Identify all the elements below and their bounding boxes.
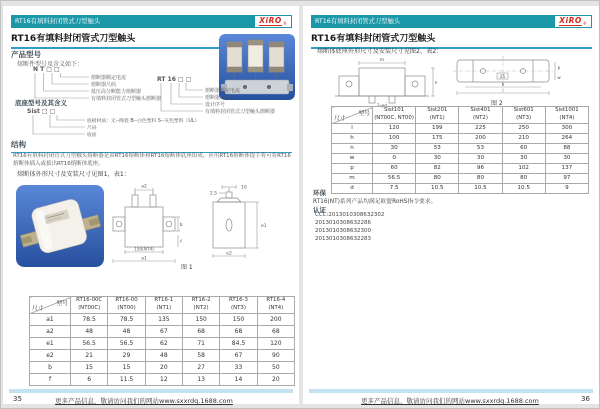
value-cell: 30 <box>459 153 502 163</box>
value-cell: 11.5 <box>108 373 145 385</box>
spec-table <box>331 106 589 194</box>
section-environment: 环保 <box>313 189 326 197</box>
table-header-cell: Sist601 (NT3) <box>502 107 545 124</box>
rt16-label-type: 有填料封闭管式刀型触头熔断器 <box>205 109 276 115</box>
figure2-front-view-drawing <box>327 56 439 108</box>
nt-label-current: 熔断器额定电流 <box>91 75 127 81</box>
value-cell: 120 <box>257 337 294 349</box>
rt16-label-size: 熔断器尺码 <box>205 95 231 101</box>
header-bar <box>311 15 592 28</box>
value-cell: 300 <box>545 123 588 133</box>
dimension-cell: a2 <box>30 325 71 337</box>
value-cell: 97 <box>545 173 588 183</box>
value-cell: 68 <box>182 325 219 337</box>
value-cell: 50 <box>257 361 294 373</box>
table-row <box>332 143 589 153</box>
base-label-size: 尺码 <box>87 126 97 131</box>
value-cell: 33 <box>220 361 257 373</box>
registered-mark: ® <box>282 21 287 26</box>
dim-label-b: b <box>179 223 183 228</box>
brand-logo <box>255 16 291 27</box>
dimension-cell: e1 <box>30 337 71 349</box>
value-cell: 48 <box>108 325 145 337</box>
value-cell: 15 <box>71 361 108 373</box>
section-base-model: 底座型号及其含义 <box>15 99 67 107</box>
registered-mark: ® <box>582 21 587 26</box>
base-model-code-diagram <box>25 106 265 142</box>
value-cell: 90 <box>257 349 294 361</box>
value-cell: 30 <box>416 153 459 163</box>
value-cell: 21 <box>71 349 108 361</box>
value-cell: 225 <box>459 123 502 133</box>
figure1-front-view-drawing <box>107 182 185 274</box>
dimension-cell: n <box>332 143 373 153</box>
value-cell: 80 <box>502 173 545 183</box>
table-header-cell: Sist1001 (NT4) <box>545 107 588 124</box>
list-item: CCC:2013010308632302 <box>315 212 385 218</box>
table-header-cell: Sist101 (NT00C, NT00) <box>373 107 416 124</box>
dimension-cell: d <box>332 183 373 193</box>
footer-accent-bar <box>309 389 593 393</box>
list-item: 2013010308632283 <box>315 235 371 242</box>
dim-label-a2: a2 <box>141 184 147 190</box>
value-cell: 10.5 <box>502 183 545 193</box>
rt16-code: RT 16 □ □ <box>157 76 192 83</box>
value-cell: 135 <box>145 313 182 325</box>
table-row <box>30 313 295 325</box>
value-cell: 102 <box>502 163 545 173</box>
value-cell: 6 <box>71 373 108 385</box>
value-cell: 10.5 <box>416 183 459 193</box>
spec-table <box>29 296 295 386</box>
value-cell: 84.5 <box>220 337 257 349</box>
value-cell: 30 <box>502 153 545 163</box>
value-cell: 264 <box>545 133 588 143</box>
dimension-cell: a1 <box>30 313 71 325</box>
table-header-cell: RT16-2 (NT2) <box>182 297 219 314</box>
page-title: RT16有填料封闭管式刀型触头 <box>311 31 592 49</box>
dimension-table-2 <box>331 106 589 194</box>
dim-label-n: n <box>434 81 438 86</box>
value-cell: 68 <box>220 325 257 337</box>
fuse-link-photo-illustration <box>16 185 104 267</box>
section-structure: 结构 <box>11 139 292 153</box>
value-cell: 60 <box>502 143 545 153</box>
dim-label-a1: a1 <box>141 256 147 262</box>
table-header-cell: Sist201 (NT1) <box>416 107 459 124</box>
dim-label-e2: e2 <box>226 251 232 257</box>
dim-label-e1: e1 <box>261 224 267 229</box>
value-cell: 78.5 <box>108 313 145 325</box>
value-cell: 56.5 <box>373 173 416 183</box>
value-cell: 56.5 <box>108 337 145 349</box>
dimension-cell: e2 <box>30 349 71 361</box>
table-row <box>30 361 295 373</box>
value-cell: 120 <box>373 123 416 133</box>
value-cell: 82 <box>416 163 459 173</box>
value-cell: 150 <box>220 313 257 325</box>
table-header-cell: RT16-00 (NT00) <box>108 297 145 314</box>
value-cell: 20 <box>145 361 182 373</box>
value-cell: 10.5 <box>459 183 502 193</box>
ccc-certificate-numbers <box>315 212 384 244</box>
rt16-label-design: 设计序号 <box>205 102 226 108</box>
figure1-side-view-drawing <box>189 180 269 276</box>
value-cell: 7.5 <box>373 183 416 193</box>
value-cell: 20 <box>257 373 294 385</box>
dimension-cell: w <box>332 153 373 163</box>
value-cell: 30 <box>373 143 416 153</box>
footer-website-link[interactable]: 更多产品信息，敬请访问我们的网站www.sxxrdq.1688.com <box>55 397 233 405</box>
table-row <box>332 163 589 173</box>
dim-label-m: m <box>379 58 385 63</box>
nt-label-size: 熔断器尺码 <box>91 82 117 88</box>
dim-label-p: p <box>557 65 561 70</box>
base-label-base: 底座 <box>87 133 97 138</box>
value-cell: 199 <box>416 123 459 133</box>
value-cell: 80 <box>416 173 459 183</box>
rohs-statement: RT16(NT)系列产品均满足欧盟RoHS指令要求。 <box>313 199 437 205</box>
figure2-top-view-drawing <box>453 54 565 96</box>
value-cell: 250 <box>502 123 545 133</box>
value-cell: 48 <box>145 349 182 361</box>
value-cell: 96 <box>459 163 502 173</box>
table-row <box>332 153 589 163</box>
header-bar-title: RT16有填料封闭管式刀型触头 <box>315 18 401 25</box>
figure1-intro: 熔断体外形尺寸及安装尺寸见图1，表1： <box>17 171 131 178</box>
page-left <box>3 6 299 404</box>
value-cell: 100 <box>373 133 416 143</box>
page-number: 36 <box>581 395 590 403</box>
dimension-cell: f <box>30 373 71 385</box>
table-row <box>332 183 589 193</box>
page-number: 35 <box>13 395 22 403</box>
dim-label-150nt4: 150(NT4) <box>134 246 154 252</box>
value-cell: 80 <box>459 173 502 183</box>
dimension-table-1 <box>29 296 295 386</box>
table-corner-cell: 型号 尺寸 <box>30 297 71 314</box>
value-cell: 30 <box>545 153 588 163</box>
product-photo-fuse-link <box>16 185 104 267</box>
dim-label-l: l <box>502 88 504 93</box>
value-cell: 150 <box>182 313 219 325</box>
footer-website-link[interactable]: 更多产品信息，敬请访问我们的网站www.sxxrdq.1688.com <box>361 397 539 405</box>
value-cell: 68 <box>257 325 294 337</box>
value-cell: 175 <box>416 133 459 143</box>
list-item: 2013010308632300 <box>315 227 371 234</box>
rt16-label-current: 熔断器额定电流 <box>205 88 241 94</box>
nt-label-breaking: 低压高分断能力熔断器 <box>91 89 142 95</box>
table-corner-cell: 型号 尺寸 <box>332 107 373 124</box>
value-cell: 200 <box>459 133 502 143</box>
table-header-cell: Sist401 (NT2) <box>459 107 502 124</box>
value-cell: 60 <box>373 163 416 173</box>
value-cell: 67 <box>145 325 182 337</box>
section-certification: 认证 <box>313 206 326 214</box>
structure-paragraph: RT16有填料封闭管式刀型触头熔断器是由RT16熔断体和RT16熔断体底座组成，应用RT16熔断体提手将可将RT16熔断体插入或拔出RT16熔断体底座。 <box>13 153 291 168</box>
nt-code: N T □ □ <box>33 66 60 73</box>
table-row <box>30 349 295 361</box>
product-model-subtext: 熔断件型号及含义如下： <box>17 61 84 68</box>
value-cell: 62 <box>145 337 182 349</box>
footer-accent-bar <box>9 389 293 393</box>
value-cell: 48 <box>71 325 108 337</box>
value-cell: 200 <box>257 313 294 325</box>
table-row <box>30 337 295 349</box>
table-row <box>332 173 589 183</box>
value-cell: 56.5 <box>71 337 108 349</box>
page-right <box>303 6 599 404</box>
dimension-cell: l <box>332 123 373 133</box>
table-row <box>332 133 589 143</box>
value-cell: 0 <box>373 153 416 163</box>
page-title: RT16有填料封闭管式刀型触头 <box>11 31 292 49</box>
value-cell: 29 <box>108 349 145 361</box>
dimension-cell: m <box>332 173 373 183</box>
table-row <box>30 325 295 337</box>
value-cell: 67 <box>220 349 257 361</box>
brand-logo <box>555 16 591 27</box>
value-cell: 88 <box>545 143 588 153</box>
dim-label-w: w <box>557 75 561 80</box>
brand-logo-text: XiRO <box>559 16 582 25</box>
header-bar <box>11 15 292 28</box>
value-cell: 13 <box>182 373 219 385</box>
dimension-cell: b <box>30 361 71 373</box>
figure2-intro: 熔断体底座外形尺寸及安装尺寸见图2、表2： <box>317 48 443 55</box>
value-cell: 14 <box>220 373 257 385</box>
dim-label-holes: 2-φd <box>376 104 388 108</box>
value-cell: 9 <box>545 183 588 193</box>
value-cell: 58 <box>182 349 219 361</box>
value-cell: 27 <box>182 361 219 373</box>
base-label-material: 底板材质：无--陶瓷 B--白色塑料 S--灰色塑料（UL） <box>87 119 200 124</box>
table-row <box>332 123 589 133</box>
table-header-cell: RT16-3 (NT3) <box>220 297 257 314</box>
base-code: Sist □ □ <box>27 108 56 115</box>
dim-label-10: 10 <box>241 185 247 191</box>
value-cell: 71 <box>182 337 219 349</box>
value-cell: 53 <box>416 143 459 153</box>
dim-label-25: 25 <box>499 74 506 79</box>
table-header-cell: RT16-1 (NT1) <box>145 297 182 314</box>
dimension-cell: h <box>332 133 373 143</box>
value-cell: 137 <box>545 163 588 173</box>
dim-label-2-5: 2.5 <box>209 191 217 197</box>
dim-label-h: h <box>501 82 505 87</box>
nt-label-type: 有填料封闭管式刀型触头熔断器 <box>91 96 162 102</box>
figure2-caption: 图 2 <box>491 100 503 107</box>
value-cell: 78.5 <box>71 313 108 325</box>
value-cell: 15 <box>108 361 145 373</box>
list-item: 2013010308632286 <box>315 219 371 226</box>
table-row <box>30 373 295 385</box>
value-cell: 210 <box>502 133 545 143</box>
value-cell: 53 <box>459 143 502 153</box>
dimension-cell: p <box>332 163 373 173</box>
section-product-model: 产品型号 <box>11 50 41 59</box>
table-header-cell: RT16-00C (NT00C) <box>71 297 108 314</box>
value-cell: 12 <box>145 373 182 385</box>
dim-label-f: f <box>180 240 182 245</box>
header-bar-title: RT16有填料封闭管式刀型触头 <box>15 18 101 25</box>
brand-logo-text: XiRO <box>259 16 282 25</box>
table-header-cell: RT16-4 (NT4) <box>257 297 294 314</box>
figure1-caption: 图 1 <box>181 264 193 271</box>
